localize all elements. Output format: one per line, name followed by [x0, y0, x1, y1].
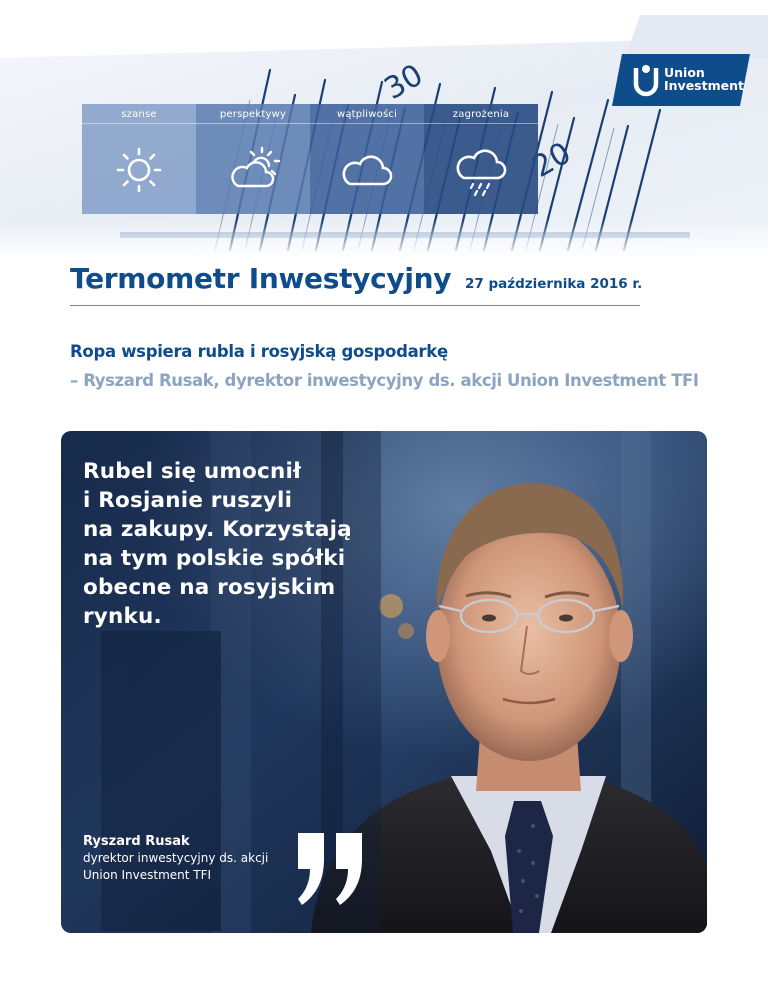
quote-line: Rubel się umocnił [83, 459, 302, 484]
sun-cloud-icon [223, 140, 283, 200]
person-name: Ryszard Rusak [83, 834, 190, 849]
weather-cell-doubts [310, 104, 424, 214]
article-headline: Ropa wspiera rubla i rosyjską gospodarkę [70, 342, 448, 361]
weather-cell-opportunities [82, 104, 196, 214]
weather-cell-threats [424, 104, 538, 214]
rain-cloud-icon [451, 140, 511, 200]
cloud-icon [337, 140, 397, 200]
person-role: dyrektor inwestycyjny ds. akcji [83, 851, 269, 865]
quote-line: na zakupy. Korzystają [83, 517, 352, 542]
title-row [70, 262, 643, 307]
header-banner [0, 0, 768, 258]
pull-quote [83, 457, 383, 631]
article-subheadline: – Ryszard Rusak, dyrektor inwestycyjny ds. akcji Union Investment TFI [70, 371, 699, 390]
person-organization: Union Investment TFI [83, 868, 212, 882]
weather-label: szanse [121, 109, 157, 120]
sun-icon [109, 140, 169, 200]
quote-line: rynku. [83, 604, 162, 629]
logo-text-line1: Union [664, 65, 705, 80]
weather-label: zagrożenia [452, 109, 510, 120]
title-divider [70, 305, 640, 306]
quote-line: i Rosjanie ruszyli [83, 488, 293, 513]
weather-cell-perspectives [196, 104, 310, 214]
page-title: Termometr Inwestycyjny [70, 262, 452, 295]
weather-label: perspektywy [219, 109, 287, 120]
weather-label: wątpliwości [336, 109, 398, 120]
logo-wordmark[interactable] [664, 66, 744, 92]
quote-line: na tym polskie spółki [83, 546, 346, 571]
person-caption [83, 833, 268, 884]
quote-line: obecne na rosyjskim [83, 575, 336, 600]
weather-scale-panel [82, 104, 538, 214]
quotation-mark-icon [294, 829, 374, 909]
feature-card [61, 431, 707, 933]
logo-text-line2: Investment [664, 78, 744, 93]
issue-date: 27 października 2016 r. [465, 276, 643, 292]
